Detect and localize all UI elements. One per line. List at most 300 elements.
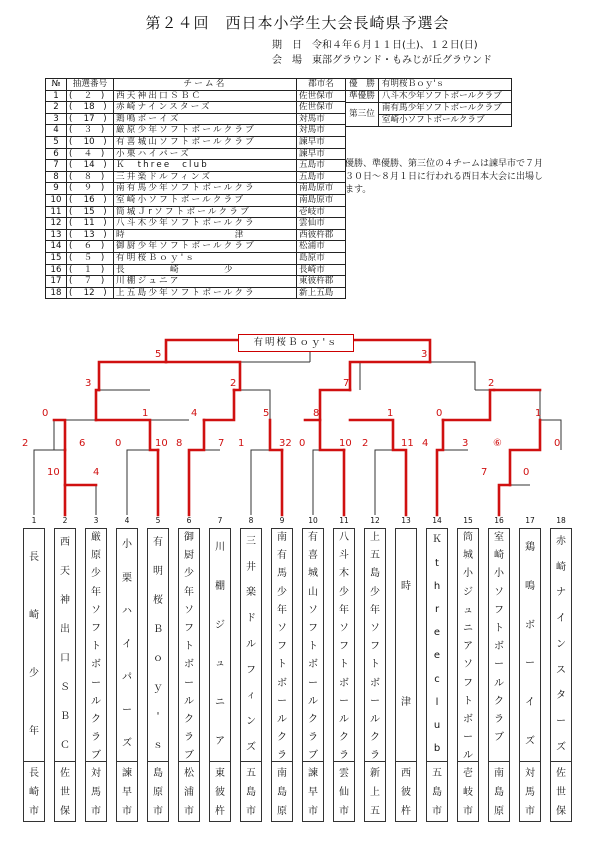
team-name-vertical [333,528,355,762]
team-name-char: ボ [91,659,101,671]
team-city-vertical [85,762,107,822]
team-name-char: ズ [525,735,535,747]
team-city: 五島市 [297,160,346,172]
team-name-char: 年 [91,586,101,598]
seed-number: 9 [279,516,285,525]
team-name: 小栗ハイパーズ [114,148,297,160]
team-name-char: ー [308,677,318,689]
team-name-char: ア [463,641,473,653]
city-char: 上 [370,787,380,798]
team-city: 島原市 [297,252,346,264]
team-name-char: 桜 [153,595,163,607]
city-char: 市 [91,806,101,817]
team-name-char: 年 [277,604,287,616]
team-name-char: ス [556,664,566,676]
team-name-vertical [240,528,262,762]
team-name-vertical [178,528,200,762]
team-name-char: ボ [494,641,504,653]
city-char: 原 [277,806,287,817]
team-name-char: ト [339,659,349,671]
team-name-char: ン [246,716,256,728]
team-city-vertical [364,762,386,822]
team-name-char: 少 [339,586,349,598]
champion-box: 有明桜Ｂｏｙ'ｓ [238,334,354,352]
team-name-vertical [457,528,479,762]
team-name-char: ソ [370,623,380,635]
bracket-win-line [99,362,166,390]
team-name-vertical [302,528,324,762]
team-name-char: フ [494,604,504,616]
team-city: 長崎市 [297,264,346,276]
team-name: 南有馬少年ソフトボールクラ [114,183,297,195]
seed-number: 11 [339,516,349,525]
seed-number: 16 [494,516,504,525]
seed-number: 8 [248,516,254,525]
bracket-win-line [96,390,99,420]
date-value: 令和４年６月１１日(土)、１２日(日) [312,40,478,51]
city-char: 市 [339,806,349,817]
qualification-note: 優勝、準優勝、第三位の４チームは諫早市で７月３０日～８月１日に行われる西日本大会に出場します。 [345,159,544,195]
team-name-char: b [433,743,441,755]
team-name: 筒城Ｊrソフトボールクラブ [114,206,297,218]
bracket-win-line [350,362,430,390]
team-name-char: 厨 [184,550,194,562]
team-name-char: ナ [556,587,566,599]
city-char: 対 [91,768,101,779]
bracket-line [437,450,468,515]
team-name-char: 長 [29,551,39,563]
team-city: 西彼杵郡 [297,229,346,241]
city-char: 市 [122,806,132,817]
city-char: 五 [370,806,380,817]
team-city-vertical [240,762,262,822]
team-name-char: ソ [463,659,473,671]
team-name-char: ト [184,641,194,653]
city-char: 島 [277,787,287,798]
team-name-vertical [271,528,293,762]
team-city-vertical [519,762,541,822]
city-char: 長 [29,768,39,779]
city-char: 対 [525,768,535,779]
team-name-char: ク [277,732,287,744]
city-char: 保 [556,806,566,817]
seed-number: 3 [93,516,99,525]
team-name-char: 筒 [463,532,473,543]
team-city: 松浦市 [297,241,346,253]
team-name-char: ソ [308,604,318,616]
score-label: 0 [299,438,306,449]
city-char: 島 [246,787,256,798]
team-name-char: フ [370,641,380,653]
score-label: 3 [85,378,92,389]
team-name-char: 八 [339,532,349,543]
team-name-char: ィ [246,690,256,702]
bracket-line [189,450,220,515]
score-label: 8 [313,408,320,419]
result-rank: 優 勝 [346,79,379,91]
city-char: 世 [556,787,566,798]
team-name-char: ブ [308,750,318,762]
team-name-char: 崎 [29,609,39,621]
team-name-char: Ｂ [60,711,70,723]
team-name-char: ズ [246,741,256,753]
score-label: 32 [279,438,292,449]
team-name-char: ュ [215,658,225,670]
team-name-vertical [54,528,76,762]
team-name-char: ハ [122,605,132,617]
city-char: 佐 [60,768,70,779]
team-city: 新上五島 [297,287,346,299]
team-draw: ( ７ ) [67,276,114,288]
team-name-char: イ [122,638,132,650]
team-name-char: 南 [277,532,287,543]
team-name: 御厨少年ソフトボールクラブ [114,241,297,253]
bracket-line [99,362,166,390]
team-name-char: 年 [29,725,39,737]
team-name-char: 年 [339,604,349,616]
city-char: 市 [463,806,473,817]
city-char: 馬 [91,787,101,798]
team-draw: ( ４ ) [67,148,114,160]
score-label: 0 [436,408,443,419]
team-draw: ( 13 ) [67,229,114,241]
team-draw: ( 14 ) [67,160,114,172]
team-city-vertical [116,762,138,822]
team-name-char: ラ [339,750,349,762]
team-name: 鶏鳴ボーイズ [114,113,297,125]
team-name-char: ク [91,714,101,726]
result-team: 有明桜Ｂｏｙ'ｓ [378,79,511,91]
team-no: 15 [46,252,67,264]
team-draw: ( １ ) [67,264,114,276]
result-team: 南有馬少年ソフトボールクラブ [378,103,511,115]
team-name: 西天神出口ＳＢＣ [114,90,297,102]
team-city: 東彼杵郡 [297,276,346,288]
team-name-char: 少 [370,586,380,598]
team-name-char: 馬 [277,568,287,580]
bracket-line [313,450,344,515]
team-name-char: フ [277,641,287,653]
city-char: 市 [308,806,318,817]
team-no: 5 [46,136,67,148]
team-city-vertical [426,762,448,822]
bracket-win-line [96,420,158,450]
score-label: 1 [535,408,542,419]
team-name: 時 津 [114,229,297,241]
team-city: 南島原市 [297,194,346,206]
team-draw: ( 16 ) [67,194,114,206]
team-name-vertical [395,528,417,762]
team-name-char: 喜 [308,550,318,562]
score-label: 5 [263,408,270,419]
result-team: 室崎小ソフトボールクラブ [378,115,511,127]
team-name-vertical [116,528,138,762]
team-name-char: ボ [525,619,535,631]
score-label: 7 [343,378,350,389]
team-name-char: 木 [339,568,349,580]
city-char: 原 [494,806,504,817]
team-name-char: ト [277,659,287,671]
team-name-char: ジ [463,586,473,598]
city-char: 早 [308,787,318,798]
team-name: 赤崎ナインスターズ [114,102,297,114]
bracket-line [494,390,540,420]
team-name-char: ー [122,705,132,717]
team-name-char: ニ [215,696,225,708]
venue-label: 会 場 [272,55,302,66]
city-char: 市 [29,806,39,817]
team-name-char: ' [156,711,160,723]
team-name-char: ボ [463,714,473,726]
team-name-char: 五 [370,550,380,562]
team-name-char: 三 [246,535,256,547]
team-city: 佐世保市 [297,90,346,102]
team-name-char: ン [556,638,566,650]
team-name-char: イ [525,696,535,708]
team-name-char: ク [184,714,194,726]
team-name-char: ー [277,695,287,707]
team-city-vertical [550,762,572,822]
team-name-char: 少 [277,586,287,598]
team-city: 壱岐市 [297,206,346,218]
team-draw: ( 12 ) [67,287,114,299]
team-name-char: ュ [463,604,473,616]
team-name-char: ソ [277,623,287,635]
seed-number: 10 [308,516,318,525]
score-label: 3 [421,349,428,360]
team-name-char: フ [91,623,101,635]
team-name-vertical [519,528,541,762]
city-char: 雲 [339,768,349,779]
team-name-char: 津 [401,696,411,708]
team-name-char: ラ [370,750,380,762]
team-no: 8 [46,171,67,183]
team-name-char: ト [494,623,504,635]
team-name: 八斗木少年ソフトボールクラ [114,218,297,230]
team-name-char: u [433,719,441,731]
team-name-char: ジ [215,619,225,631]
city-char: 西 [401,768,411,779]
city-char: 市 [184,806,194,817]
city-char: 崎 [29,787,39,798]
city-char: 早 [122,787,132,798]
team-name-char: ラ [277,750,287,762]
city-char: 南 [277,768,287,779]
team-name-char: 川 [215,542,225,554]
team-name-char: 少 [29,667,39,679]
team-name-char: ー [463,732,473,744]
team-city-vertical [333,762,355,822]
team-name-char: ソ [494,586,504,598]
team-name-char: ル [184,695,194,707]
score-label: 4 [93,467,100,478]
city-char: 仙 [339,787,349,798]
team-no: 4 [46,125,67,137]
team-city: 諫早市 [297,136,346,148]
team-draw: ( 17 ) [67,113,114,125]
team-city: 五島市 [297,171,346,183]
team-name-char: ト [91,641,101,653]
team-name-char: ド [246,613,256,625]
city-char: 南 [494,768,504,779]
team-name-char: ｏ [153,653,163,665]
team-city-vertical [457,762,479,822]
team-name-char: ル [277,714,287,726]
team-name-char: ブ [91,750,101,762]
seed-number: 14 [432,516,442,525]
team-city-vertical [209,762,231,822]
team-name-char: ラ [184,732,194,744]
team-name-char: l [435,696,439,708]
city-char: 市 [432,806,442,817]
team-no: 17 [46,276,67,288]
city-char: 諫 [308,768,318,779]
team-name-char: フ [463,677,473,689]
team-name-char: 御 [184,532,194,543]
seed-number: 12 [370,516,380,525]
team-draw: ( ８ ) [67,171,114,183]
team-name: 室崎小ソフトボールクラブ [114,194,297,206]
team-name-char: 原 [91,550,101,562]
city-char: 壱 [463,768,473,779]
city-char: 杵 [215,806,225,817]
team-name-char: 有 [153,537,163,549]
team-name-char: 栗 [122,572,132,584]
team-draw: ( ９ ) [67,183,114,195]
team-name-char: フ [339,641,349,653]
team-draw: ( 15 ) [67,206,114,218]
team-name-char: 楽 [246,587,256,599]
team-name-char: パ [122,672,132,684]
team-name-char: 有 [277,550,287,562]
city-char: 市 [153,806,163,817]
team-name-char: 城 [308,568,318,580]
score-label: 7 [218,438,225,449]
city-char: 世 [60,787,70,798]
team-name-char: 小 [494,568,504,580]
team-no: 12 [46,218,67,230]
bracket-line [251,450,282,515]
team-name-char: 厳 [91,532,101,543]
team-name-char: ソ [91,604,101,616]
score-label: 4 [422,438,429,449]
team-name-char: 山 [308,586,318,598]
team-city: 雲仙市 [297,218,346,230]
team-name-char: ニ [463,623,473,635]
team-name-char: ラ [308,732,318,744]
team-name-char: ル [370,714,380,726]
team-name-char: ク [494,695,504,707]
team-name-char: 島 [370,568,380,580]
team-name: 有喜城山ソフトボールクラブ [114,136,297,148]
city-char: 島 [153,768,163,779]
header-draw: 抽選番号 [67,79,114,91]
team-name: 長 崎 少 [114,264,297,276]
team-name-char: 棚 [215,580,225,592]
team-name-char: 小 [463,568,473,580]
team-name-char: e [433,627,441,639]
team-name-char: イ [556,613,566,625]
bracket-win-line [352,340,430,362]
city-char: 保 [60,806,70,817]
team-name-vertical [147,528,169,762]
team-name-char: ル [494,677,504,689]
city-char: 島 [432,787,442,798]
team-name-char: e [433,650,441,662]
team-name-char: c [434,673,440,685]
team-name-char: ブ [494,732,504,744]
team-name-char: ー [525,658,535,670]
team-name-char: t [435,557,439,569]
team-name-char: ー [339,695,349,707]
team-name-vertical [426,528,448,762]
team-city: 対馬市 [297,125,346,137]
city-char: 浦 [184,787,194,798]
score-label: 11 [401,438,414,449]
team-no: 3 [46,113,67,125]
team-no: 2 [46,102,67,114]
team-draw: ( 18 ) [67,102,114,114]
team-name-char: ト [463,695,473,707]
bracket-win-line [437,420,443,515]
team-city-vertical [488,762,510,822]
header-team: チーム名 [114,79,297,91]
team-name-char: ボ [277,677,287,689]
team-no: 7 [46,160,67,172]
team-name-char: 少 [91,568,101,580]
score-label: 1 [387,408,394,419]
score-label: 1 [238,438,245,449]
city-char: 五 [432,768,442,779]
team-name-vertical [209,528,231,762]
team-name-char: h [433,580,441,592]
seed-number: 17 [525,516,535,525]
team-name-char: 西 [60,537,70,549]
city-char: 彼 [215,787,225,798]
team-name-char: ー [91,677,101,689]
team-name-char: ｓ [153,740,163,752]
team-name: Ｋ three club [114,160,297,172]
score-label: 2 [22,438,29,449]
team-name-char: 崎 [556,561,566,573]
city-char: 市 [525,806,535,817]
team-name-char: ク [370,732,380,744]
team-name-char: ボ [370,677,380,689]
team-name-char: 室 [494,532,504,543]
team-city: 南島原市 [297,183,346,195]
score-label: 10 [339,438,352,449]
team-name-char: ラ [494,714,504,726]
score-label: 0 [554,438,561,449]
team-name-char: 小 [122,539,132,551]
team-no: 14 [46,241,67,253]
team-name-char: ク [339,732,349,744]
team-name-char: フ [184,623,194,635]
team-city-vertical [54,762,76,822]
team-name-char: Ｂ [153,624,163,636]
score-label: 6 [79,438,86,449]
team-name-char: 崎 [494,550,504,562]
team-name-char: 井 [246,561,256,573]
seed-number: 1 [31,516,37,525]
seed-number: 4 [124,516,130,525]
team-name: 上五島少年ソフトボールクラ [114,287,297,299]
team-name-char: ー [370,695,380,707]
team-name-vertical [550,528,572,762]
team-name-char: 出 [60,624,70,636]
team-draw: ( ２ ) [67,90,114,102]
team-name-char: r [434,604,440,616]
